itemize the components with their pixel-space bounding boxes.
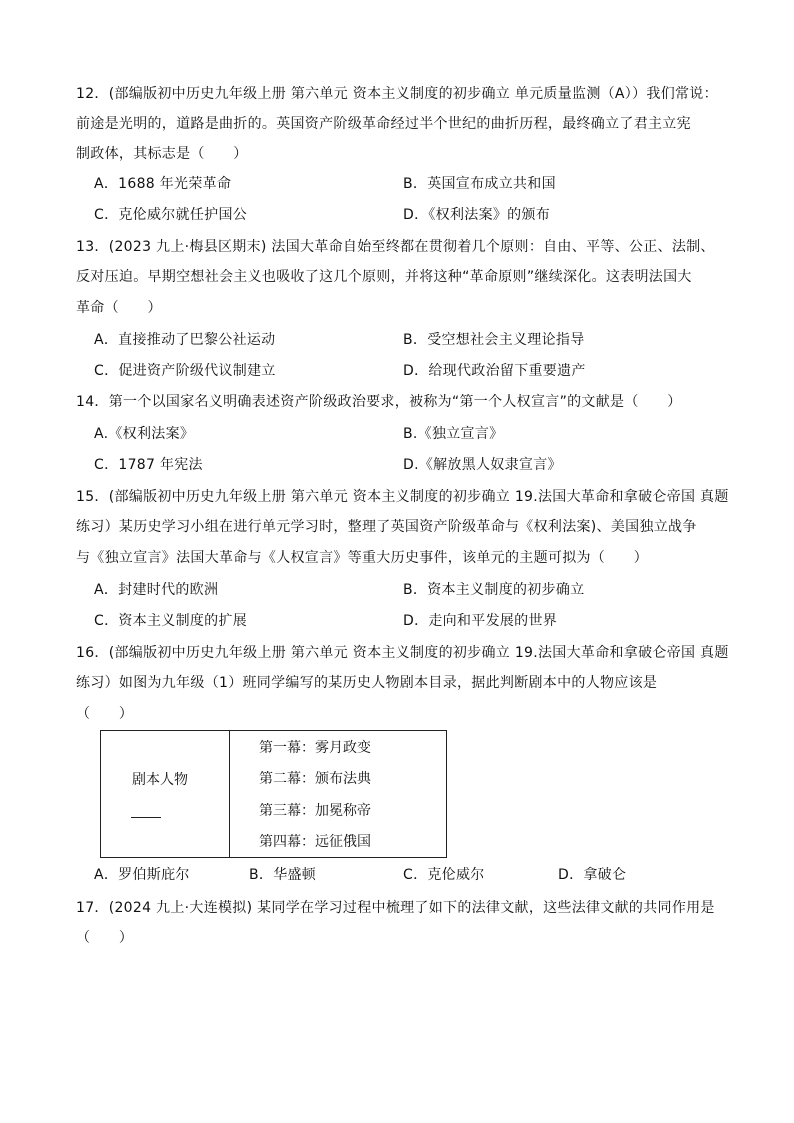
q17-line-1: 17．(2024 九上·大连模拟) 某同学在学习过程中梳理了如下的法律文献，这些法律文献的共同作用是	[76, 900, 715, 916]
q13-option-a[interactable]: A．直接推动了巴黎公社运动	[94, 332, 276, 348]
q14-option-b[interactable]: B.《独立宣言》	[403, 426, 504, 442]
q13-line-1: 13．(2023 九上·梅县区期末) 法国大革命自始至终都在贯彻着几个原则：自由、平等、公正、法制、	[76, 239, 715, 255]
q12-line-1: 12．(部编版初中历史九年级上册 第六单元 资本主义制度的初步确立 单元质量监测（A））我们常说：	[76, 86, 718, 102]
q14-line-1: 14．第一个以国家名义明确表述资产阶级政治要求，被称为“第一个人权宣言”的文献是（ ）	[76, 394, 682, 410]
q16-option-d[interactable]: D．拿破仑	[558, 867, 627, 883]
table-act-4: 第四幕：远征俄国	[259, 834, 371, 850]
q13-option-c[interactable]: C．促进资产阶级代议制建立	[94, 363, 276, 379]
q12-option-c[interactable]: C．克伦威尔就任护国公	[94, 207, 248, 223]
q15-line-3: 与《独立宣言》法国大革命与《人权宣言》等重大历史事件，该单元的主题可拟为（ ）	[76, 550, 648, 566]
q15-line-1: 15．(部编版初中历史九年级上册 第六单元 资本主义制度的初步确立 19.法国大革命和拿破仑帝国 真题	[76, 489, 729, 505]
q15-option-d[interactable]: D．走向和平发展的世界	[403, 613, 558, 629]
table-act-3: 第三幕：加冕称帝	[259, 803, 371, 819]
table-divider	[229, 731, 230, 857]
script-table	[100, 730, 447, 858]
q13-line-3: 革命（ ）	[76, 300, 162, 316]
q12-line-3: 制政体，其标志是（ ）	[76, 146, 248, 162]
q15-option-c[interactable]: C．资本主义制度的扩展	[94, 613, 248, 629]
q13-option-b[interactable]: B．受空想社会主义理论指导	[403, 332, 585, 348]
q16-line-1: 16．(部编版初中历史九年级上册 第六单元 资本主义制度的初步确立 19.法国大革命和拿破仑帝国 真题	[76, 645, 729, 661]
table-act-2: 第二幕：颁布法典	[259, 771, 371, 787]
q16-line-2: 练习）如图为九年级（1）班同学编写的某历史人物剧本目录，据此判断剧本中的人物应该是	[76, 675, 658, 691]
q12-line-2: 前途是光明的，道路是曲折的。英国资产阶级革命经过半个世纪的曲折历程，最终确立了君主立宪	[76, 116, 691, 132]
q12-option-a[interactable]: A．1688 年光荣革命	[94, 176, 232, 192]
q14-option-d[interactable]: D.《解放黑人奴隶宣言》	[403, 457, 562, 473]
q16-option-b[interactable]: B．华盛顿	[249, 867, 317, 883]
q13-option-d[interactable]: D．给现代政治留下重要遗产	[403, 363, 586, 379]
q14-option-a[interactable]: A.《权利法案》	[94, 426, 195, 442]
q17-line-2: （ ）	[76, 930, 134, 946]
answer-blank-line	[131, 817, 161, 818]
q15-line-2: 练习）某历史学习小组在进行单元学习时，整理了英国资产阶级革命与《权利法案)、美国独立战争	[76, 519, 697, 535]
q12-option-d[interactable]: D．《权利法案》的颁布	[403, 207, 551, 223]
table-act-1: 第一幕：雾月政变	[259, 740, 371, 756]
q16-option-c[interactable]: C．克伦威尔	[403, 867, 485, 883]
q13-line-2: 反对压迫。早期空想社会主义也吸收了这几个原则，并将这种“革命原则”继续深化。这表明法国大	[76, 269, 692, 285]
q16-option-a[interactable]: A．罗伯斯庇尔	[94, 867, 190, 883]
q12-option-b[interactable]: B．英国宣布成立共和国	[403, 176, 556, 192]
q14-option-c[interactable]: C．1787 年宪法	[94, 457, 203, 473]
table-left-label: 剧本人物	[132, 772, 188, 788]
q15-option-a[interactable]: A．封建时代的欧洲	[94, 582, 219, 598]
q15-option-b[interactable]: B．资本主义制度的初步确立	[403, 582, 585, 598]
q16-line-3: （ ）	[76, 706, 134, 722]
